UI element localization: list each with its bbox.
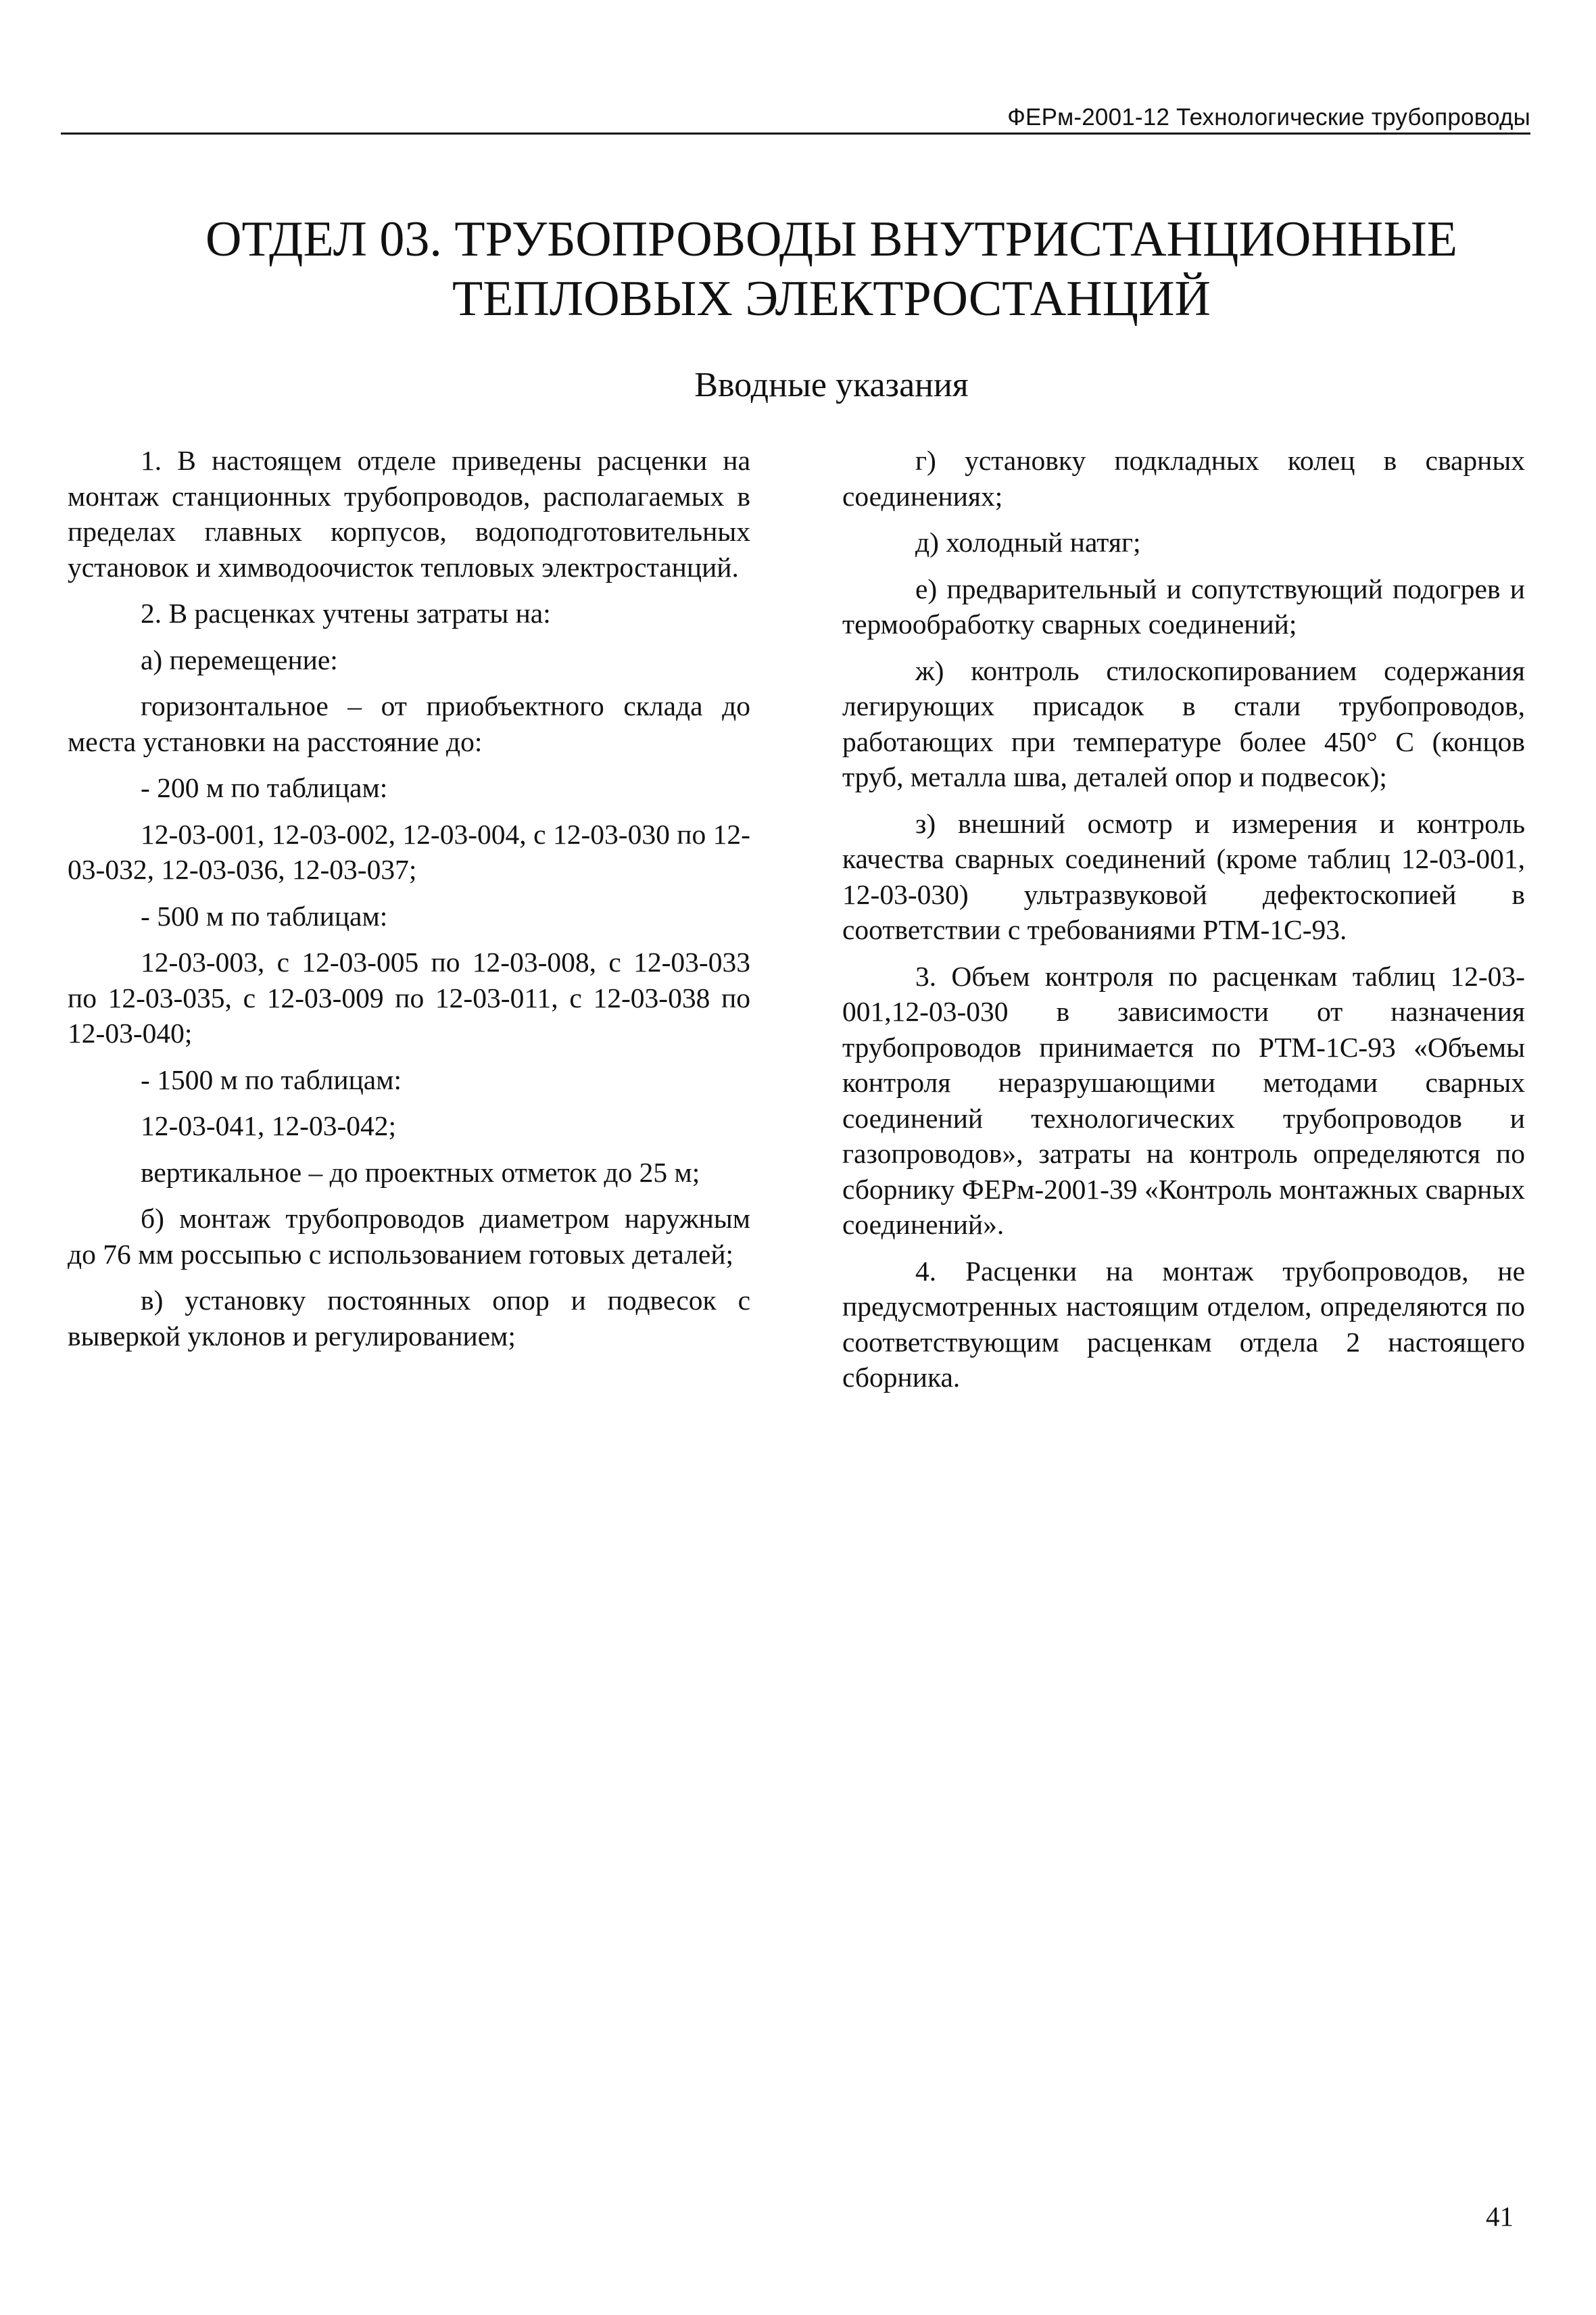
paragraph-4: 4. Расценки на монтаж трубопроводов, не предусмотренных настоящим отделом, определяются по соответствующим расценкам отдела 2 настоящего сборника. [842,1255,1525,1393]
running-header [61,93,1530,135]
paragraph-3: 3. Объем контроля по расценкам таблиц 12-03-001,12-03-030 в зависимости от назначения трубопроводов принимается по РТМ-1С-93 «Объемы контроля неразрушающими методами сварных соединений технологических трубопроводов и газопроводов», затраты на контроль определяются по сборнику ФЕРм-2001-39 «Контроль монтажных сварных соединений». [842,960,1525,1240]
distance-1500-label: - 1500 м по таблицам: [141,1064,402,1095]
list-item-v: в) установку постоянных опор и подвесок с выверкой уклонов и регулированием; [68,1285,750,1352]
list-item-z: з) внешний осмотр и измерения и контроль качества сварных соединений (кроме таблиц 12-03-001, 12-03-030) ультразвуковой дефектоскопией в соответствии с требованиями РТМ-1С-93. [842,807,1525,945]
right-text-column [842,443,1525,1406]
distance-500-tables: 12-03-003, с 12-03-005 по 12-03-008, с 12-03-033 по 12-03-035, с 12-03-009 по 12-03-011, с 12-03-038 по 12-03-040; [68,947,750,1049]
paragraph-2: 2. В расценках учтены затраты на: [141,598,551,629]
horizontal-transfer-text: горизонтальное – от приобъектного склада до места установки на расстояние до: [68,690,750,757]
distance-200-label: - 200 м по таблицам: [141,772,388,803]
list-item-e: е) предварительный и сопутствующий подогрев и термообработку сварных соединений; [842,573,1525,640]
section-subtitle: Вводные указания [694,366,969,404]
list-item-b: б) монтаж трубопроводов диаметром наружным до 76 мм россыпью с использованием готовых деталей; [68,1203,750,1270]
list-item-d: д) холодный натяг; [915,527,1141,558]
section-title-line-1: ОТДЕЛ 03. ТРУБОПРОВОДЫ ВНУТРИСТАНЦИОННЫЕ [205,212,1457,267]
section-title [135,210,1528,329]
page-number: 41 [1486,2201,1514,2232]
distance-500-label: - 500 м по таблицам: [141,900,388,932]
list-item-a: а) перемещение: [141,644,338,675]
distance-1500-tables: 12-03-041, 12-03-042; [141,1110,397,1141]
distance-200-tables: 12-03-001, 12-03-002, 12-03-004, с 12-03-030 по 12-03-032, 12-03-036, 12-03-037; [68,818,750,885]
vertical-transfer-text: вертикальное – до проектных отметок до 25 м; [141,1156,700,1188]
paragraph-1: 1. В настоящем отделе приведены расценки на монтаж станционных трубопроводов, располагаемых в пределах главных корпусов, водоподготовительных установок и химводоочисток тепловых электростанций. [68,445,750,583]
list-item-zh: ж) контроль стилоскопированием содержания легирующих присадок в стали трубопроводов, работающих при температуре более 450° С (концов труб, металла шва, деталей опор и подвесок); [842,654,1525,792]
list-item-g: г) установку подкладных колец в сварных соединениях; [842,445,1525,512]
left-text-column [68,443,750,1364]
section-title-line-2: ТЕПЛОВЫХ ЭЛЕКТРОСТАНЦИЙ [452,271,1211,327]
running-header-title: ФЕРм-2001-12 Технологические трубопроводы [1007,104,1530,130]
